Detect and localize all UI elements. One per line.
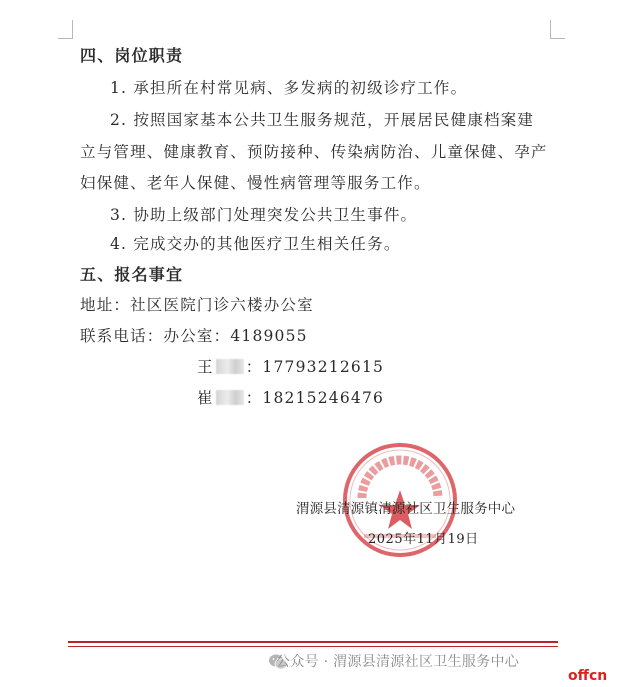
page-corner-mark-left xyxy=(58,20,73,39)
redacted-name-block xyxy=(216,359,244,374)
duty-item-4: 4. 完成交办的其他医疗卫生相关任务。 xyxy=(110,235,401,253)
footer-rule-thick xyxy=(68,641,558,643)
duty-item-2-line-3: 妇保健、老年人保健、慢性病管理等服务工作。 xyxy=(80,174,431,192)
redacted-name-block xyxy=(216,390,244,405)
contact-2 xyxy=(197,388,384,408)
contact-1-name: 王 xyxy=(197,358,214,376)
phone-line xyxy=(80,326,308,346)
contact-1 xyxy=(197,357,384,377)
address-line: 地址：社区医院门诊六楼办公室 xyxy=(80,296,314,314)
page-corner-mark-right xyxy=(550,20,565,39)
offcn-watermark: offcn xyxy=(568,668,608,684)
contact-2-phone: ：18215246476 xyxy=(245,389,385,407)
duty-item-3: 3. 协助上级部门处理突发公共卫生事件。 xyxy=(110,206,418,224)
issue-date: 2025年11月19日 xyxy=(368,532,479,547)
section-5-heading: 五、报名事宜 xyxy=(80,265,184,284)
issuing-organization: 渭源县清源镇清源社区卫生服务中心 xyxy=(296,501,516,517)
section-4-heading: 四、岗位职责 xyxy=(80,46,184,65)
phone-label: 联系电话： xyxy=(80,327,164,345)
footer-rule-thin xyxy=(68,646,558,647)
contact-1-phone: ：17793212615 xyxy=(245,358,385,376)
office-phone: 办公室：4189055 xyxy=(163,327,308,345)
duty-item-1: 1. 承担所在村常见病、多发病的初级诊疗工作。 xyxy=(110,79,468,97)
duty-item-2-line-2: 立与管理、健康教育、预防接种、传染病防治、儿童保健、孕产 xyxy=(80,143,548,161)
contact-2-name: 崔 xyxy=(197,389,214,407)
wechat-account-caption: 公众号 · 渭源县清源社区卫生服务中心 xyxy=(276,654,520,670)
duty-item-2-line-1: 2. 按照国家基本公共卫生服务规范，开展居民健康档案建 xyxy=(110,111,535,129)
